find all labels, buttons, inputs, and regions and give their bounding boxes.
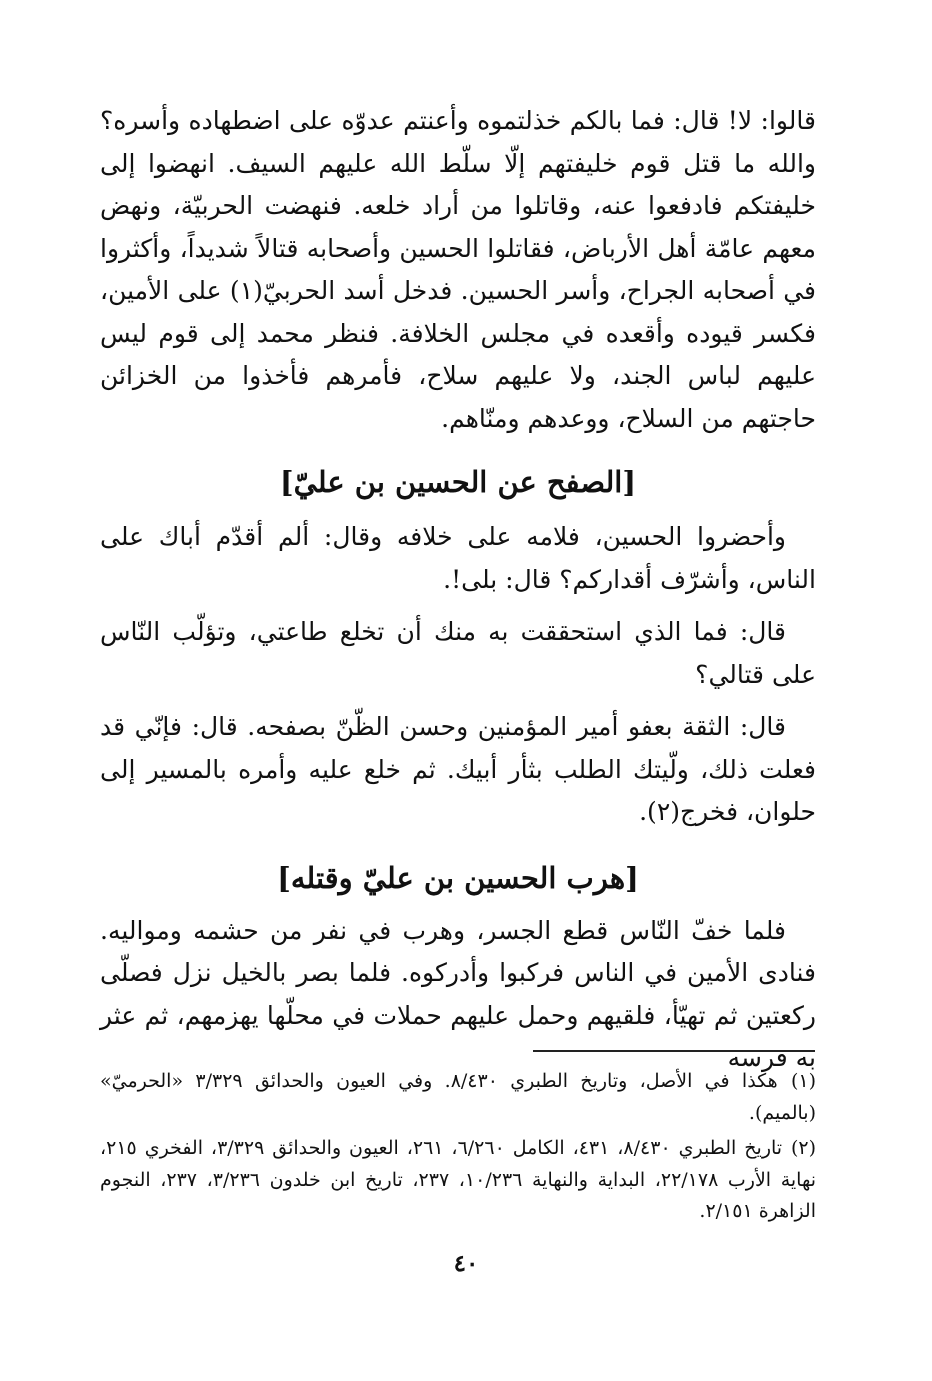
footnote-number: (٢) <box>790 1137 817 1159</box>
page-number: ٤٠ <box>453 1250 479 1277</box>
section-heading-flight: [هرب الحسين بن عليّ وقتله] <box>277 860 639 895</box>
footnote-text: تاريخ الطبري ٨/٤٣٠، ٤٣١، الكامل ٦/٢٦٠، ٢٦١، العيون والحدائق ٣/٣٢٩، الفخري ٢١٥، نهاية الأرب ٢٢/١٧٨، البداية والنهاية ١٠/٢٣٦، ٢٣٧، تاريخ ابن خلدون ٣/٢٣٦، ٢٣٧، النجوم الزاهرة ٢/١٥١. <box>100 1137 817 1222</box>
section-heading-pardon: [الصفح عن الحسين بن عليّ] <box>279 465 637 499</box>
footnote-1 <box>100 1066 816 1129</box>
footnote-divider <box>533 1050 815 1052</box>
paragraph-5: فلما خفّ النّاس قطع الجسر، وهرب في نفر من حشمه ومواليه. فنادى الأمين في الناس فركبوا وأدركوه. فلما بصر بالخيل نزل فصلّى ركعتين ثم تهيّأ، فلقيهم وحمل عليهم حملات في محلّها يهزمهم، ثم عثر به فرسه <box>100 915 816 1072</box>
footnotes <box>100 1066 816 1232</box>
footnote-text: هكذا في الأصل، وتاريخ الطبري ٨/٤٣٠. وفي العيون والحدائق ٣/٣٢٩ «الحرميّ» (بالميم). <box>100 1070 816 1124</box>
paragraph-4: قال: الثقة بعفو أمير المؤمنين وحسن الظّنّ بصفحه. قال: فإنّي قد فعلت ذلك، ولّيتك الطلب بثأر أبيك. ثم خلع عليه وأمره بالمسير إلى حلوان، فخرج(٢). <box>100 712 816 826</box>
paragraph-3: قال: فما الذي استحققت به منك أن تخلع طاعتي، وتؤلّب النّاس على قتالي؟ <box>100 617 816 689</box>
page-body <box>100 100 816 1080</box>
footnote-number: (١) <box>790 1070 817 1092</box>
paragraph-2: وأحضروا الحسين، فلامه على خلافه وقال: ألم أقدّم أباك على الناس، وأشرّف أقداركم؟ قال: بلى!. <box>100 522 816 594</box>
paragraph-1: قالوا: لا! قال: فما بالكم خذلتموه وأعنتم عدوّه على اضطهاده وأسره؟ والله ما قتل قوم خليفتهم إلّا سلّط الله عليهم السيف. انهضوا إلى خليفتكم فادفعوا عنه، وقاتلوا من أراد خلعه. فنهضت الحربيّة، ونهض معهم عامّة أهل الأرباض، فقاتلوا الحسين وأصحابه قتالاً شديداً، وأكثروا في أصحابه الجراح، وأسر الحسين. فدخل أسد الحربيّ(١) على الأمين، فكسر قيوده وأقعده في مجلس الخلافة. فنظر محمد إلى قوم ليس عليهم لباس الجند، ولا عليهم سلاح، فأمرهم فأخذوا من الخزائن حاجتهم من السلاح، ووعدهم ومنّاهم. <box>100 106 817 433</box>
footnote-2 <box>100 1133 816 1228</box>
